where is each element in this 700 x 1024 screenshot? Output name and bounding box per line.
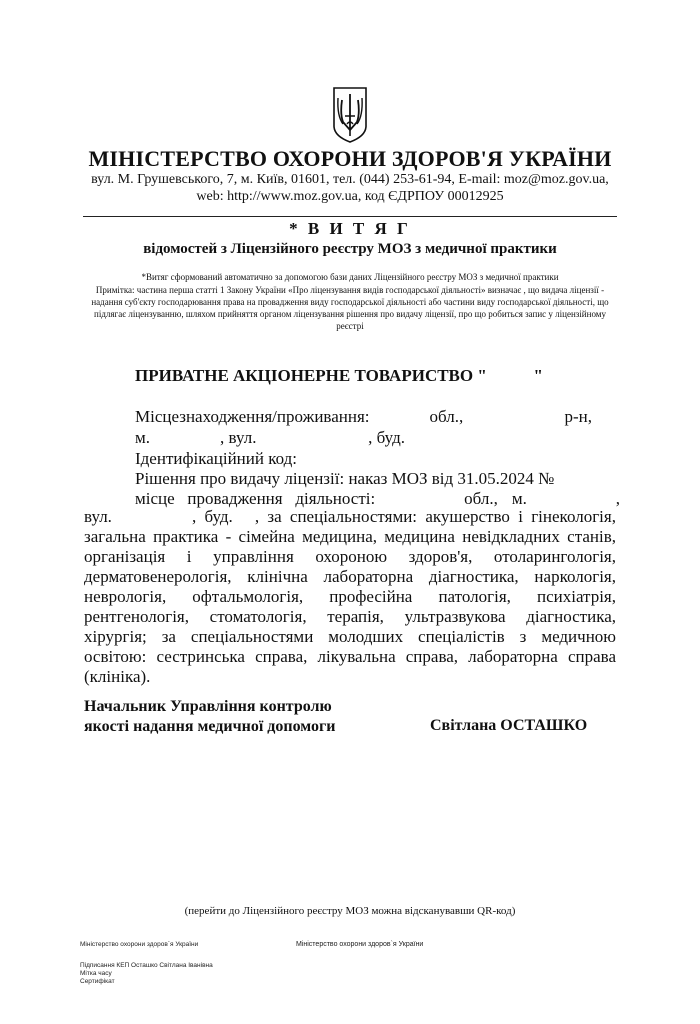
header-divider	[83, 216, 617, 217]
location-label: Місцезнаходження/проживання:	[135, 407, 370, 426]
digital-stamp-ministry: Міністерство охорони здоров`я України	[80, 941, 199, 948]
place-of-activity-line	[135, 489, 620, 509]
auto-generated-note: *Витяг сформований автоматично за допомогою бази даних Ліцензійного реєстру МОЗ з медичної практики	[141, 272, 559, 282]
place-label: місце провадження діяльності:	[135, 489, 376, 508]
location-city: м.	[135, 428, 151, 447]
signatory-position-line2: якості надання медичної допомоги	[84, 718, 336, 735]
digital-stamp-ministry-secondary: Міністерство охорони здоров`я України	[296, 941, 424, 948]
trident-emblem-icon	[331, 86, 369, 144]
location-building: , буд.	[368, 428, 405, 447]
identification-code: Ідентифікаційний код:	[135, 449, 298, 468]
place-city: м.	[511, 489, 527, 508]
legal-note: Примітка: частина перша статті 1 Закону України «Про ліцензування видів господарської діяльності» визначає , що видача ліцензії - надання суб'єкту господарювання права на провадження виду господарської діяльності або частини виду господарської діяльності, що підлягає ліцензуванню, шляхом прийняття органом ліцензування рішення про видачу ліцензії, про що робиться запис у ліцензійному реєстрі	[91, 285, 609, 331]
para-building: , буд.	[191, 507, 233, 526]
location-street: , вул.	[220, 428, 257, 447]
location-line	[135, 407, 592, 427]
ministry-address: вул. М. Грушевського, 7, м. Київ, 01601, тел. (044) 253-61-94, E-mail: moz@moz.gov.ua,	[91, 172, 609, 187]
e-signature-certificate: Сертифікат	[80, 978, 115, 985]
extract-title: * В И Т Я Г	[289, 219, 411, 238]
e-signature-timestamp: Мітка часу	[80, 970, 112, 977]
location-oblast: обл.,	[429, 407, 464, 426]
para-street: вул.	[84, 507, 112, 526]
company-name: ПРИВАТНЕ АКЦІОНЕРНЕ ТОВАРИСТВО " "	[135, 366, 543, 385]
signatory-position	[84, 697, 335, 737]
location-street-line	[135, 428, 405, 448]
extract-subtitle: відомостей з Ліцензійного реєстру МОЗ з медичної практики	[143, 241, 557, 257]
place-oblast: обл.,	[464, 489, 498, 508]
specialties-paragraph	[84, 507, 616, 687]
place-comma: ,	[615, 489, 620, 508]
e-signature-block	[80, 962, 213, 986]
ministry-web: web: http://www.moz.gov.ua, код ЄДРПОУ 00012925	[196, 189, 504, 204]
ministry-name: МІНІСТЕРСТВО ОХОРОНИ ЗДОРОВ'Я УКРАЇНИ	[88, 146, 612, 171]
specialties-text: , за спеціальностями: акушерство і гінекологія, загальна практика - сімейна медицина, медицина невідкладних станів, організація і управління охороною здоров'я, отоларингологія, дерматовенерологія, клінічна лабораторна діагностика, наркологія, неврологія, офтальмологія, професійна патологія, психіатрія, рентгенологія, стоматологія, терапія, ультразвукова діагностика, хірургія; за спеціальностями молодших спеціалістів з медичною освітою: сестринська справа, лікувальна справа, лабораторна справа (клініка).	[84, 507, 616, 686]
location-raion: р-н,	[564, 407, 592, 426]
signatory-name: Світлана ОСТАШКО	[430, 717, 588, 734]
e-signature-signer: Підписання КЕП Осташко Світлана Іванівна	[80, 962, 213, 969]
qr-code-note: (перейти до Ліцензійного реєстру МОЗ можна відсканувавши QR-код)	[184, 905, 516, 917]
signatory-position-line1: Начальник Управління контролю	[84, 698, 332, 715]
license-decision: Рішення про видачу ліцензії: наказ МОЗ від 31.05.2024 №	[135, 469, 555, 488]
